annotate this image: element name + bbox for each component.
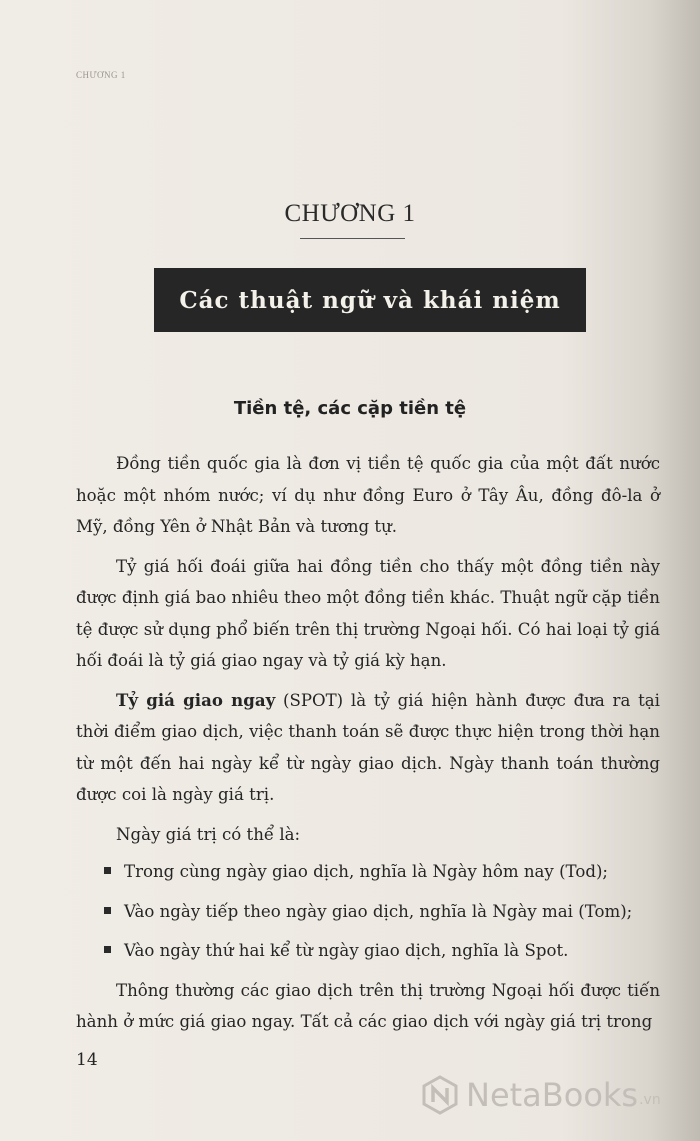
body-text (76, 448, 660, 1046)
bullet-icon (104, 907, 111, 914)
list-item-text: Vào ngày thứ hai kể từ ngày giao dịch, nghĩa là Spot. (124, 941, 569, 960)
list-item-text: Trong cùng ngày giao dịch, nghĩa là Ngày hôm nay (Tod); (124, 862, 609, 881)
paragraph-spot-rate (76, 685, 660, 811)
value-date-intro: Ngày giá trị có thể là: (116, 824, 301, 844)
page-number: 14 (76, 1050, 98, 1070)
chapter-title-banner (154, 268, 586, 332)
value-date-list (76, 856, 660, 967)
list-item-text: Vào ngày tiếp theo ngày giao dịch, nghĩa là Ngày mai (Tom); (124, 901, 633, 921)
bullet-icon (104, 946, 111, 953)
watermark-suffix: .vn (639, 1092, 661, 1108)
list-item (76, 935, 660, 967)
watermark (420, 1075, 661, 1115)
chapter-rule (300, 238, 405, 239)
section-heading: Tiền tệ, các cặp tiền tệ (233, 398, 467, 419)
bullet-icon (104, 867, 111, 874)
paragraph-national-currency: Đồng tiền quốc gia là đơn vị tiền tệ quốc gia của một đất nước hoặc một nhóm nước; ví dụ như đồng Euro ở Tây Âu, đồng đô-la ở Mỹ, đồng Yên ở Nhật Bản và tương tự. (76, 454, 660, 536)
running-head: CHƯƠNG 1 (76, 70, 126, 80)
watermark-brand: NetaBooks (466, 1076, 639, 1114)
paragraph-closing: Thông thường các giao dịch trên thị trường Ngoại hối được tiến hành ở mức giá giao ngay. Tất cả các giao dịch với ngày giá trị trong (76, 980, 660, 1031)
list-item (76, 896, 660, 928)
spot-rate-term: Tỷ giá giao ngay (116, 689, 276, 710)
chapter-title: Các thuật ngữ và khái niệm (179, 286, 561, 314)
list-item (76, 856, 660, 888)
spot-rate-definition: (SPOT) là tỷ giá hiện hành được đưa ra tại thời điểm giao dịch, việc thanh toán sẽ được thực hiện trong thời hạn từ một đến hai ngày kể từ ngày giao dịch. Ngày thanh toán thường được coi là ngày giá trị. (76, 690, 660, 804)
paragraph-exchange-rate: Tỷ giá hối đoái giữa hai đồng tiền cho thấy một đồng tiền này được định giá bao nhiêu theo một đồng tiền khác. Thuật ngữ cặp tiền tệ được sử dụng phổ biến trên thị trường Ngoại hối. Có hai loại tỷ giá hối đoái là tỷ giá giao ngay và tỷ giá kỳ hạn. (76, 556, 660, 670)
chapter-label: CHƯƠNG 1 (284, 200, 416, 227)
netabooks-logo-icon (420, 1075, 460, 1115)
